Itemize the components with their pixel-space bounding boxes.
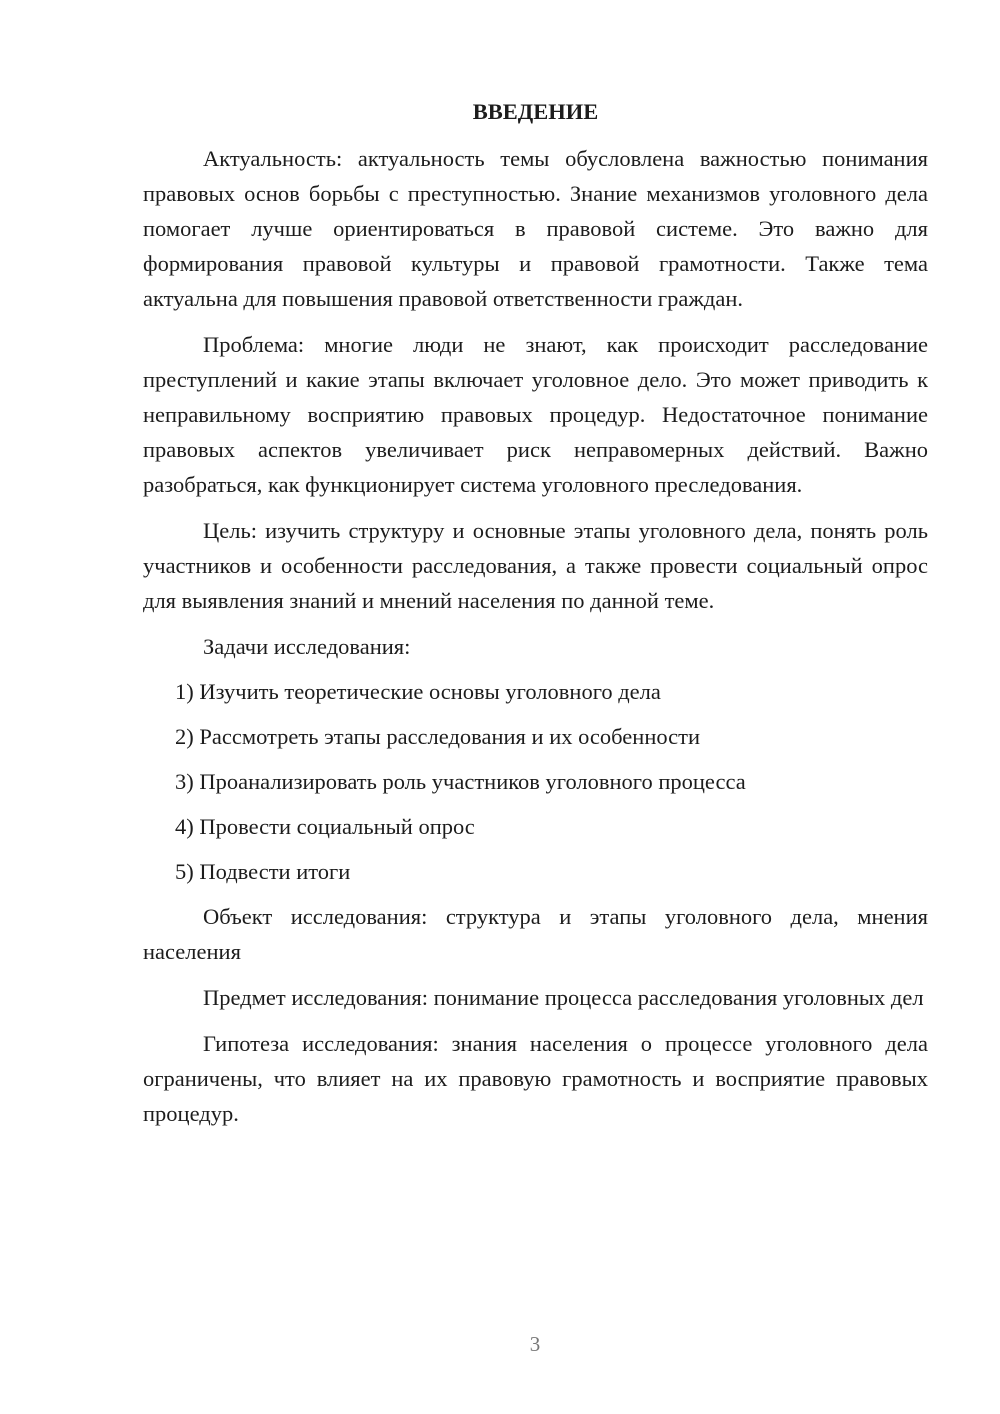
task-item: 4) Провести социальный опрос [175, 814, 475, 839]
tasks-list [143, 674, 928, 889]
paragraph-problem: Проблема: многие люди не знают, как происходит расследование преступлений и какие этапы включает уголовное дело. Это может приводить к неправильному восприятию правовых процедур. Недостаточное понимание правовых аспектов увеличивает риск неправомерных действий. Важно разобраться, как функционирует система уголовного преследования. [143, 332, 928, 497]
task-item: 1) Изучить теоретические основы уголовного дела [175, 679, 661, 704]
page-content [143, 94, 928, 1142]
task-item: 5) Подвести итоги [175, 859, 351, 884]
page-number: 3 [529, 1332, 541, 1356]
paragraph-object: Объект исследования: структура и этапы уголовного дела, мнения населения [143, 904, 928, 964]
paragraph-subject: Предмет исследования: понимание процесса расследования уголовных дел [203, 985, 924, 1010]
task-item: 3) Проанализировать роль участников уголовного процесса [175, 769, 746, 794]
paragraph-hypothesis: Гипотеза исследования: знания населения о процессе уголовного дела ограничены, что влияет на их правовую грамотность и восприятие правовых процедур. [143, 1031, 928, 1126]
section-title: ВВЕДЕНИЕ [472, 99, 599, 124]
tasks-heading: Задачи исследования: [203, 634, 411, 659]
paragraph-relevance: Актуальность: актуальность темы обусловлена важностью понимания правовых основ борьбы с преступностью. Знание механизмов уголовного дела помогает лучше ориентироваться в правовой системе. Это важно для формирования правовой культуры и правовой грамотности. Также тема актуальна для повышения правовой ответственности граждан. [143, 146, 928, 311]
task-item: 2) Рассмотреть этапы расследования и их особенности [175, 724, 701, 749]
paragraph-goal: Цель: изучить структуру и основные этапы уголовного дела, понять роль участников и особенности расследования, а также провести социальный опрос для выявления знаний и мнений населения по данной теме. [143, 518, 928, 613]
